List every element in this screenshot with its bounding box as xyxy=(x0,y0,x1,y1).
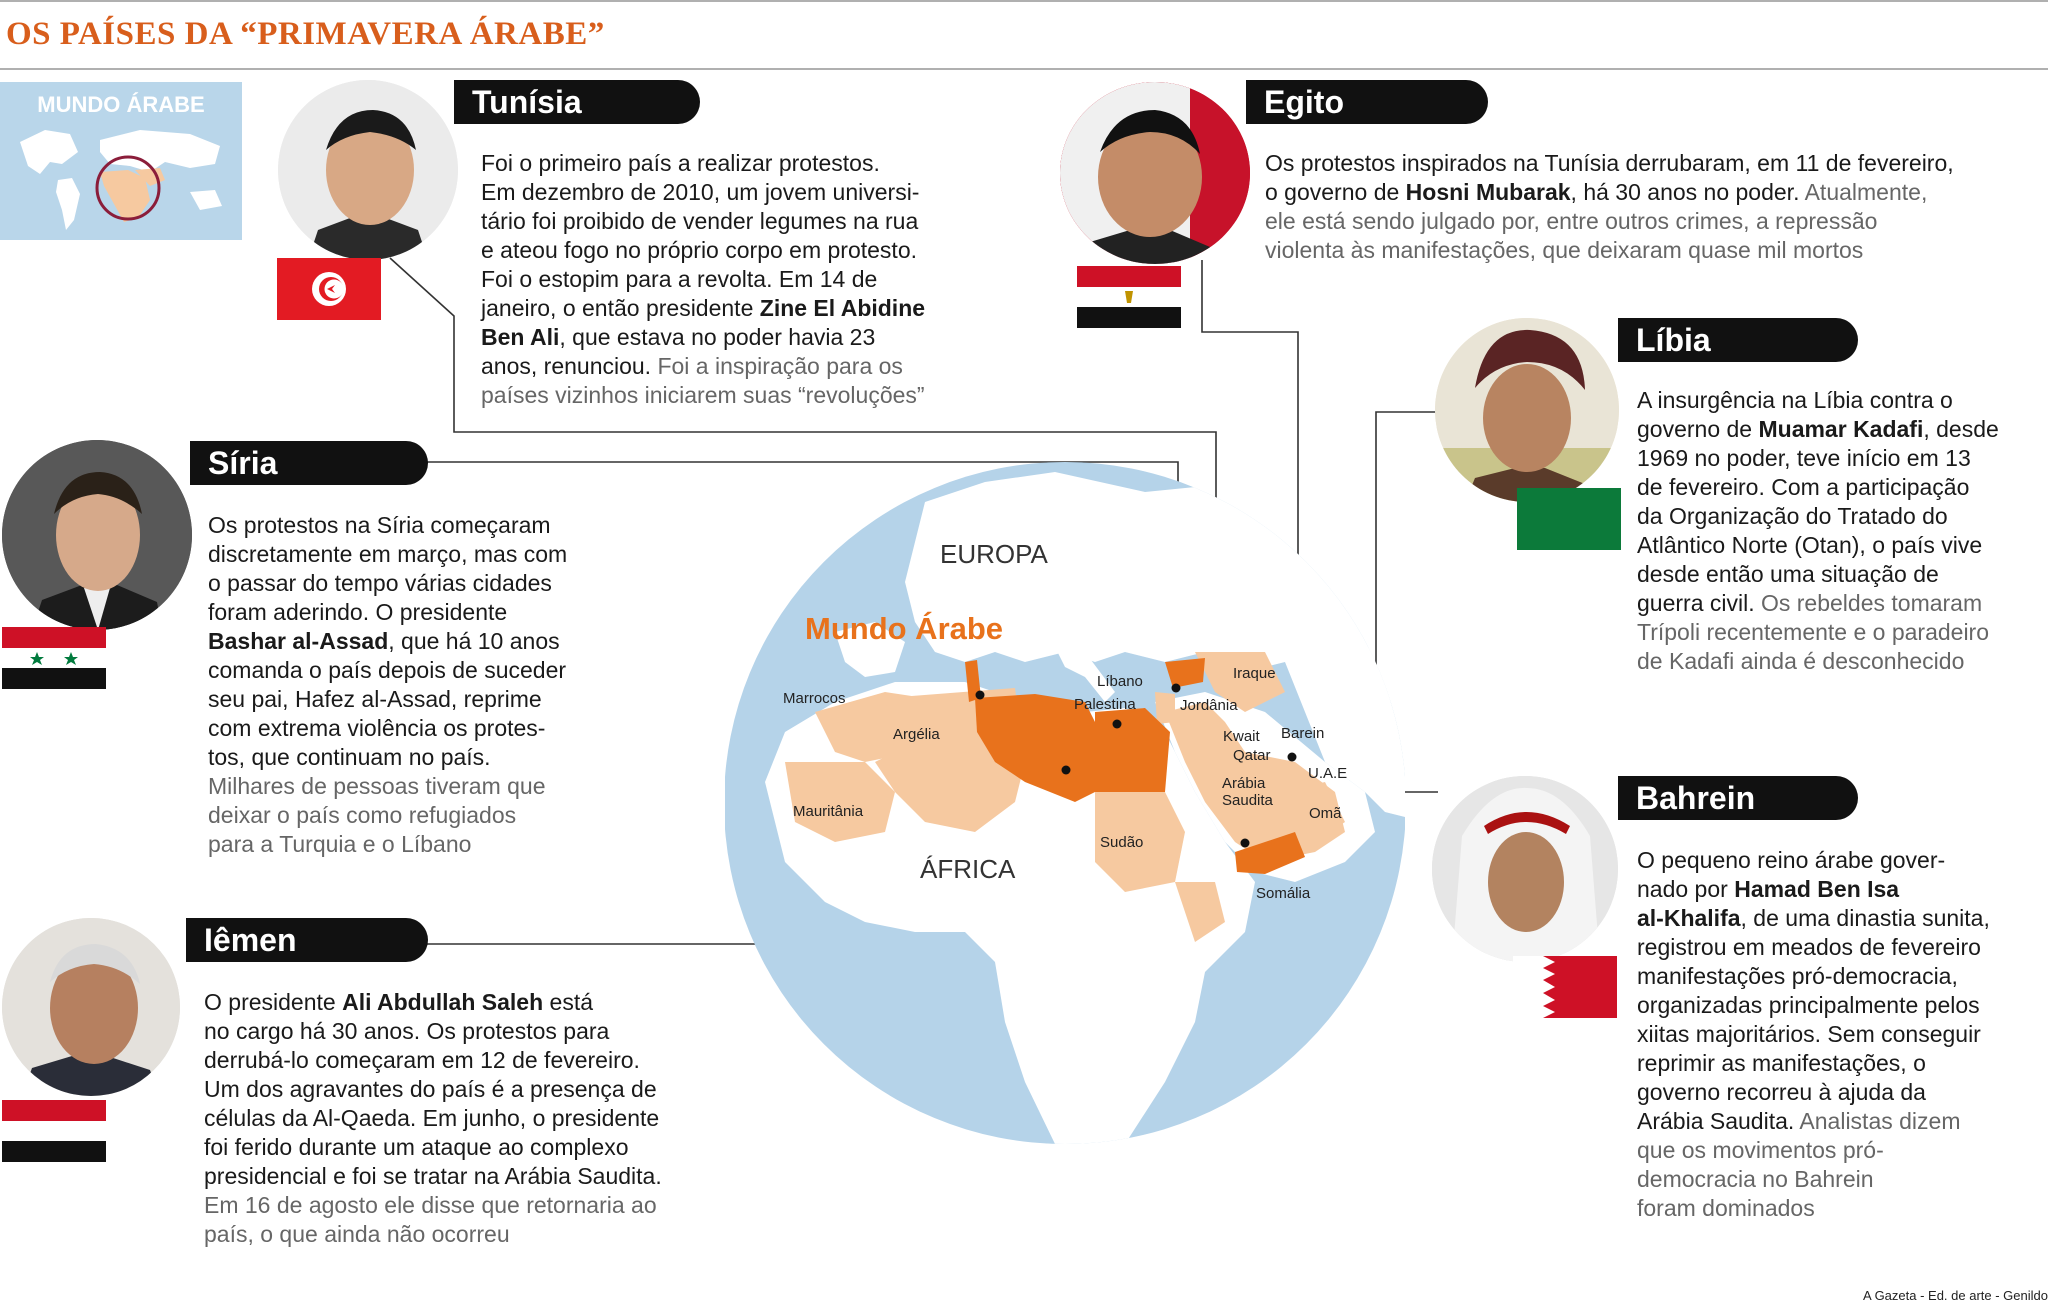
text-segment: deixar o país como refugiados xyxy=(208,802,517,828)
text-segment: para a Turquia e o Líbano xyxy=(208,831,472,857)
text-segment: O presidente xyxy=(204,989,343,1015)
text-line xyxy=(208,598,648,627)
flag-tunisia xyxy=(277,258,381,320)
label-marrocos: Marrocos xyxy=(783,690,846,707)
text-segment: Um dos agravantes do país é a presença de xyxy=(204,1076,657,1102)
label-uae: U.A.E xyxy=(1308,765,1348,782)
label-arabia-saudita-1: Arábia xyxy=(1222,775,1266,792)
text-line xyxy=(481,236,1021,265)
flag-libya xyxy=(1517,488,1621,550)
portrait-mubarak xyxy=(1060,82,1250,264)
text-segment: 1969 no poder, teve início em 13 xyxy=(1637,445,1971,471)
text-segment: e ateou fogo no próprio corpo em protesto. xyxy=(481,237,918,263)
credit-line: A Gazeta - Ed. de arte - Genildo xyxy=(1863,1288,2048,1303)
mini-map-label: MUNDO ÁRABE xyxy=(37,92,205,117)
text-segment: governo recorreu à ajuda da xyxy=(1637,1079,1926,1105)
label-jordania: Jordânia xyxy=(1180,697,1238,714)
text-segment: O pequeno reino árabe gover- xyxy=(1637,847,1946,873)
text-segment: manifestações pró-democracia, xyxy=(1637,963,1958,989)
text-segment: está xyxy=(543,989,594,1015)
portrait-saleh xyxy=(2,918,180,1096)
text-segment: ele está sendo julgado por, entre outros crimes, a repressão xyxy=(1265,208,1878,234)
text-syria xyxy=(208,511,648,859)
label-palestina: Palestina xyxy=(1074,696,1136,713)
text-segment: de fevereiro. Com a participação xyxy=(1637,474,1970,500)
text-line xyxy=(1637,647,2047,676)
text-segment: com extrema violência os protes- xyxy=(208,715,546,741)
text-line xyxy=(208,656,648,685)
text-line xyxy=(1637,1020,2047,1049)
text-line xyxy=(1637,1078,2047,1107)
text-segment: países vizinhos iniciarem suas “revoluções” xyxy=(481,382,925,408)
portrait-ben-ali xyxy=(278,80,458,260)
text-line xyxy=(1637,531,2047,560)
text-line xyxy=(1265,236,2045,265)
text-line xyxy=(204,1075,744,1104)
text-segment: nado por xyxy=(1637,876,1735,902)
text-segment: , há 30 anos no poder. xyxy=(1570,179,1805,205)
bold-name: al-Khalifa xyxy=(1637,905,1741,931)
text-segment: que os movimentos pró- xyxy=(1637,1137,1884,1163)
text-line xyxy=(481,207,1021,236)
bold-name: Ali Abdullah Saleh xyxy=(342,989,544,1015)
label-arabia-saudita-2: Saudita xyxy=(1222,792,1273,809)
text-line xyxy=(204,1133,744,1162)
text-line xyxy=(1637,1107,2047,1136)
text-line xyxy=(481,323,1021,352)
text-segment: discretamente em março, mas com xyxy=(208,541,568,567)
text-line xyxy=(1265,207,2045,236)
text-segment: de Kadafi ainda é desconhecido xyxy=(1637,648,1965,674)
label-barein: Barein xyxy=(1281,725,1325,742)
portrait-assad xyxy=(2,440,192,630)
text-segment: Os protestos inspirados na Tunísia derrubaram, em 11 de fevereiro, xyxy=(1265,150,1954,176)
label-somalia: Somália xyxy=(1256,885,1311,902)
text-segment: desde então uma situação de xyxy=(1637,561,1939,587)
text-segment: Os rebeldes tomaram xyxy=(1760,590,1983,616)
text-line xyxy=(208,801,648,830)
text-segment: organizadas principalmente pelos xyxy=(1637,992,1980,1018)
text-segment: , de uma dinastia sunita, xyxy=(1740,905,1990,931)
text-segment: tário foi proibido de vender legumes na rua xyxy=(481,208,919,234)
dot-tunisia xyxy=(976,691,985,700)
text-line xyxy=(1637,386,2047,415)
text-segment: Os protestos na Síria começaram xyxy=(208,512,551,538)
label-mundo-arabe: Mundo Árabe xyxy=(805,611,1004,646)
text-segment: presidencial e foi se tratar na Arábia Saudita. xyxy=(204,1163,662,1189)
portrait-al-khalifa xyxy=(1432,776,1618,962)
text-segment: Foi o estopim para a revolta. Em 14 de xyxy=(481,266,878,292)
dot-bahrain xyxy=(1288,753,1297,762)
flag-bahrain xyxy=(1513,956,1617,1018)
text-line xyxy=(1637,962,2047,991)
dot-libya xyxy=(1062,766,1071,775)
text-line xyxy=(1637,846,2047,875)
bold-name: Bashar al-Assad xyxy=(208,628,389,654)
text-line xyxy=(1637,933,2047,962)
text-segment: Em 16 de agosto ele disse que retornaria ao xyxy=(204,1192,657,1218)
text-segment: da Organização do Tratado do xyxy=(1637,503,1948,529)
text-segment: foram aderindo. O presidente xyxy=(208,599,508,625)
tab-egypt: Egito xyxy=(1246,80,1488,124)
text-line xyxy=(204,988,744,1017)
text-line xyxy=(1637,502,2047,531)
dot-egypt xyxy=(1113,720,1122,729)
arab-world-globe-map xyxy=(725,462,1405,1144)
text-segment: país, o que ainda não ocorreu xyxy=(204,1221,510,1247)
text-segment: no cargo há 30 anos. Os protestos para xyxy=(204,1018,610,1044)
text-segment: tos, que continuam no país. xyxy=(208,744,491,770)
text-line xyxy=(204,1220,744,1249)
label-argelia: Argélia xyxy=(893,726,940,743)
text-line xyxy=(208,627,648,656)
bold-name: Zine El Abidine xyxy=(759,295,926,321)
label-sudao: Sudão xyxy=(1100,834,1144,851)
label-mauritania: Mauritânia xyxy=(793,803,864,820)
tab-bahrain: Bahrein xyxy=(1618,776,1858,820)
text-line xyxy=(204,1104,744,1133)
text-segment: o governo de xyxy=(1265,179,1406,205)
label-europa: EUROPA xyxy=(940,539,1048,569)
text-segment: foi ferido durante um ataque ao complexo xyxy=(204,1134,629,1160)
text-line xyxy=(208,772,648,801)
text-segment: democracia no Bahrein xyxy=(1637,1166,1874,1192)
text-line xyxy=(481,265,1021,294)
text-line xyxy=(1265,149,2045,178)
flag-egypt xyxy=(1077,266,1181,328)
bold-name: Muamar Kadafi xyxy=(1758,416,1924,442)
text-line xyxy=(208,685,648,714)
text-segment: governo de xyxy=(1637,416,1759,442)
text-line xyxy=(481,294,1021,323)
text-line xyxy=(1637,444,2047,473)
text-line xyxy=(1637,875,2047,904)
text-line xyxy=(1637,618,2047,647)
text-line xyxy=(208,540,648,569)
text-line xyxy=(208,714,648,743)
text-segment: seu pai, Hafez al-Assad, reprime xyxy=(208,686,542,712)
text-libya xyxy=(1637,386,2047,676)
flag-yemen xyxy=(2,1100,106,1162)
text-segment: , que há 10 anos xyxy=(388,628,560,654)
text-line xyxy=(1637,1194,2047,1223)
text-segment: A insurgência na Líbia contra o xyxy=(1637,387,1953,413)
text-segment: janeiro, o então presidente xyxy=(481,295,760,321)
label-libano: Líbano xyxy=(1097,673,1143,690)
text-segment: registrou em meados de fevereiro xyxy=(1637,934,1981,960)
text-line xyxy=(204,1191,744,1220)
text-line xyxy=(204,1046,744,1075)
text-segment: comanda o país depois de suceder xyxy=(208,657,567,683)
text-line xyxy=(1637,1136,2047,1165)
text-segment: , desde xyxy=(1923,416,1999,442)
text-tunisia xyxy=(481,149,1021,410)
label-qatar: Qatar xyxy=(1233,747,1271,764)
text-line xyxy=(481,381,1021,410)
text-line xyxy=(208,743,648,772)
text-line xyxy=(1637,560,2047,589)
text-segment: Foi o primeiro país a realizar protestos. xyxy=(481,150,880,176)
text-line xyxy=(481,149,1021,178)
tab-yemen: Iêmen xyxy=(186,918,428,962)
text-line xyxy=(1637,473,2047,502)
text-line xyxy=(1637,1165,2047,1194)
label-iraque: Iraque xyxy=(1233,665,1276,682)
text-line xyxy=(1637,904,2047,933)
text-segment: anos, renunciou. xyxy=(481,353,658,379)
text-segment: Foi a inspiração para os xyxy=(657,353,903,379)
text-line xyxy=(204,1162,744,1191)
text-segment: xiitas majoritários. Sem conseguir xyxy=(1637,1021,1981,1047)
text-line xyxy=(1637,1049,2047,1078)
tab-libya: Líbia xyxy=(1618,318,1858,362)
text-segment: derrubá-lo começaram em 12 de fevereiro. xyxy=(204,1047,640,1073)
portrait-kadafi xyxy=(1435,318,1619,502)
text-segment: Milhares de pessoas tiveram que xyxy=(208,773,546,799)
text-segment: Atualmente, xyxy=(1804,179,1928,205)
text-segment: Arábia Saudita. xyxy=(1637,1108,1800,1134)
text-line xyxy=(204,1017,744,1046)
text-line xyxy=(1637,991,2047,1020)
dot-yemen xyxy=(1241,839,1250,848)
tab-syria: Síria xyxy=(190,441,428,485)
text-yemen xyxy=(204,988,744,1249)
text-segment: Trípoli recentemente e o paradeiro xyxy=(1637,619,1990,645)
text-segment: violenta às manifestações, que deixaram quase mil mortos xyxy=(1265,237,1864,263)
text-egypt xyxy=(1265,149,2045,265)
text-line xyxy=(481,352,1021,381)
bold-name: Hamad Ben Isa xyxy=(1734,876,1900,902)
text-line xyxy=(1637,415,2047,444)
text-line xyxy=(208,830,648,859)
flag-syria xyxy=(2,627,106,689)
bold-name: Ben Ali xyxy=(481,324,560,350)
text-segment: Analistas dizem xyxy=(1799,1108,1961,1134)
text-line xyxy=(208,569,648,598)
text-segment: guerra civil. xyxy=(1637,590,1761,616)
text-segment: Em dezembro de 2010, um jovem universi- xyxy=(481,179,920,205)
text-segment: Atlântico Norte (Otan), o país vive xyxy=(1637,532,1983,558)
text-bahrain xyxy=(1637,846,2047,1223)
label-kwait: Kwait xyxy=(1223,728,1260,745)
tab-tunisia: Tunísia xyxy=(454,80,700,124)
text-line xyxy=(1265,178,2045,207)
text-segment: células da Al-Qaeda. Em junho, o presidente xyxy=(204,1105,660,1131)
text-line xyxy=(481,178,1021,207)
label-oma: Omã xyxy=(1309,805,1342,822)
page-title: OS PAÍSES DA “PRIMAVERA ÁRABE” xyxy=(6,16,605,52)
text-line xyxy=(1637,589,2047,618)
text-line xyxy=(208,511,648,540)
text-segment: reprimir as manifestações, o xyxy=(1637,1050,1926,1076)
bold-name: Hosni Mubarak xyxy=(1405,179,1571,205)
text-segment: , que estava no poder havia 23 xyxy=(559,324,876,350)
text-segment: o passar do tempo várias cidades xyxy=(208,570,552,596)
dot-syria xyxy=(1172,684,1181,693)
label-africa: ÁFRICA xyxy=(920,854,1016,884)
text-segment: foram dominados xyxy=(1637,1195,1815,1221)
